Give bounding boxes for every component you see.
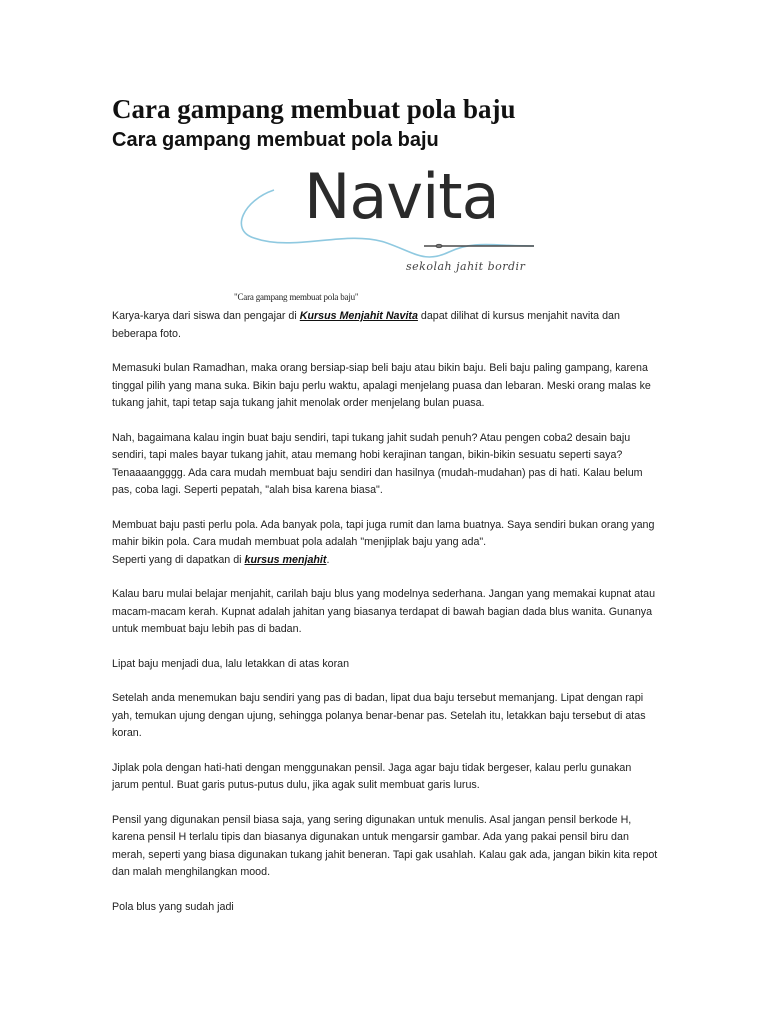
paragraph: Jiplak pola dengan hati-hati dengan menggunakan pensil. Jaga agar baju tidak bergeser, kalau perlu gunakan jarum pentul. Buat garis putus-putus dulu, jika agak sulit membuat garis lurus. <box>112 761 632 791</box>
paragraph <box>112 517 658 570</box>
logo-tagline: sekolah jahit bordir <box>406 260 526 273</box>
paragraph-text: Karya-karya dari siswa dan pengajar di <box>112 310 300 322</box>
paragraph-text: Membuat baju pasti perlu pola. Ada banyak pola, tapi juga rumit dan lama buatnya. Saya sendiri bukan orang yang mahir bikin pola. Cara mudah membuat pola adalah "menjiplak baju yang ada". <box>112 518 655 548</box>
navita-logo <box>234 160 534 285</box>
image-caption: "Cara gampang membuat pola baju" <box>234 292 359 302</box>
kursus-menjahit-navita-link[interactable]: Kursus Menjahit Navita <box>299 310 418 322</box>
page-subtitle: Cara gampang membuat pola baju <box>112 129 439 151</box>
paragraph: Pensil yang digunakan pensil biasa saja, yang sering digunakan untuk menulis. Asal jangan pensil berkode H, karena pensil H terlalu tipis dan biasanya digunakan untuk mengarsir gambar. Ada yang pakai pensil biru dan merah, seperti yang biasa digunakan tukang jahit beneran. Tapi gak usahlah. Kalau gak ada, jangan bikin kita repot dan malah menghilangkan mood. <box>112 813 658 878</box>
paragraph-text: dapat dilihat di kursus menjahit navita dan beberapa foto. <box>112 310 620 340</box>
paragraph: Pola blus yang sudah jadi <box>112 900 234 913</box>
logo-wordmark: Navita <box>304 160 499 233</box>
paragraph: Setelah anda menemukan baju sendiri yang pas di badan, lipat dua baju tersebut memanjang. Lipat dengan rapi yah, temukan ujung dengan ujung, sehingga polanya benar-benar pas. Setelah itu, letakkan baju tersebut di atas koran. <box>112 692 646 739</box>
paragraph-text: Seperti yang di dapatkan di <box>112 553 245 566</box>
paragraph <box>112 308 658 343</box>
article-body <box>112 308 658 933</box>
paragraph-text: . <box>326 553 330 566</box>
paragraph: Nah, bagaimana kalau ingin buat baju sendiri, tapi tukang jahit sudah penuh? Atau pengen coba2 desain baju sendiri, tapi males bayar tukang jahit, atau memang hobi kerajinan tangan, bikin-bikin sesuatu seperti saya? Tenaaaangggg. Ada cara mudah membuat baju sendiri dan hasilnya (mudah-mudahan) pas di hati. Kalau belum pas, coba lagi. Seperti pepatah, "alah bisa karena biasa". <box>112 431 643 496</box>
paragraph: Kalau baru mulai belajar menjahit, carilah baju blus yang modelnya sederhana. Jangan yang memakai kupnat atau macam-macam kerah. Kupnat adalah jahitan yang biasanya terdapat di bawah bagian dada blus wanita. Gunanya untuk membuat baju lebih pas di badan. <box>112 588 656 635</box>
paragraph: Lipat baju menjadi dua, lalu letakkan di atas koran <box>112 657 350 670</box>
paragraph: Memasuki bulan Ramadhan, maka orang bersiap-siap beli baju atau bikin baju. Beli baju paling gampang, karena tinggal pilih yang mana suka. Bikin baju perlu waktu, apalagi menjelang puasa dan lebaran. Meski orang malas ke tukang jahit, tapi tetap saja tukang jahit menolak order menjelang bulan puasa. <box>112 362 651 409</box>
page-title: Cara gampang membuat pola baju <box>112 94 516 124</box>
kursus-menjahit-link[interactable]: kursus menjahit <box>244 553 327 566</box>
